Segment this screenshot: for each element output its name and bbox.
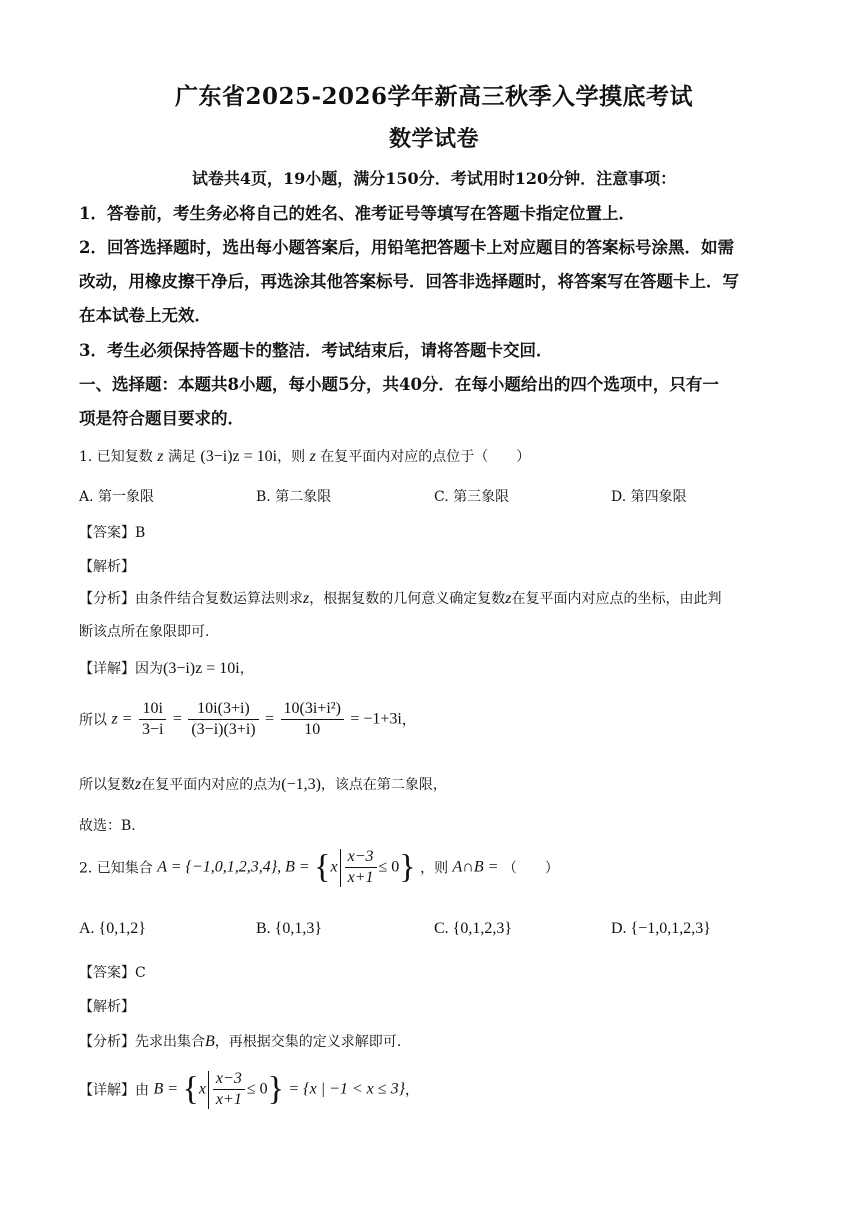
q1-computation: 所以 z = $\frac{10i}{3-i}$ = $\frac{10i(3+i)}{(3-i)(3+i)}$ = $\frac{\text{10(3i+i²)}}{10}$ = −1+3i， xyxy=(79,700,416,738)
q1-xiangjie: 【详解】因为(3−i)z = 10i， xyxy=(79,660,254,677)
q1-condition-formula: (3−i)z = 10i xyxy=(200,448,278,465)
q2-jiexi: 【解析】 xyxy=(79,999,135,1015)
section-heading-2: 项是符合题目要求的． xyxy=(79,409,244,428)
instruction-3: 3．考生必须保持答题卡的整洁．考试结束后，请将答题卡交回． xyxy=(79,341,553,360)
q1-option-b: B. 第二象限 xyxy=(256,489,332,505)
q1-option-a: A. 第一象限 xyxy=(79,489,155,505)
instruction-2c: 在本试卷上无效． xyxy=(79,306,211,325)
q1-fraction-3: $\frac{\text{10(3i+i²)}}{10}$ xyxy=(281,700,344,739)
instruction-2a: 2．回答选择题时，选出每小题答案后，用铅笔把答题卡上对应题目的答案标号涂黑．如需 xyxy=(79,238,734,257)
q1-stem: 1. 已知复数 z 满足 (3−i)z = 10i，则 z 在复平面内对应的点位于（ ） xyxy=(79,448,531,465)
q1-jiexi: 【解析】 xyxy=(79,559,135,575)
q1-option-c: C. 第三象限 xyxy=(434,489,510,505)
q2-set-fraction: $\frac{x-3}{x+1}$ xyxy=(345,848,377,887)
q1-fraction-1: $\frac{10i}{3-i}$ xyxy=(139,700,166,739)
exam-title: 广东省2025-2026学年新高三秋季入学摸底考试 xyxy=(174,83,694,110)
q1-point-line: 所以复数z在复平面内对应的点为(−1,3)，该点在第二象限， xyxy=(79,776,447,793)
instruction-1: 1．答卷前，考生务必将自己的姓名、准考证号等填写在答题卡指定位置上． xyxy=(79,204,635,223)
q2-xiangjie-fraction: $\frac{x-3}{x+1}$ xyxy=(213,1070,245,1109)
q2-option-b: B. {0,1,3} xyxy=(256,920,323,937)
q2-stem: 2. 已知集合 A = {−1,0,1,2,3,4}, B = {x $\frac{x-3}{x+1}$ ≤ 0} ，则 A∩B = （ ） xyxy=(79,848,559,886)
q1-fenxi-line2: 断该点所在象限即可. xyxy=(79,624,210,640)
q2-answer: 【答案】C xyxy=(79,965,146,981)
instructions-intro: 试卷共4页，19小题，满分150分．考试用时120分钟．注意事项： xyxy=(191,169,677,188)
q2-fenxi: 【分析】先求出集合B，再根据交集的定义求解即可. xyxy=(79,1033,402,1050)
section-heading-1: 一、选择题：本题共8小题，每小题5分，共40分．在每小题给出的四个选项中，只有一 xyxy=(79,375,719,394)
q1-xiangjie-formula: (3−i)z = 10i xyxy=(163,660,240,677)
q2-option-a: A. {0,1,2} xyxy=(79,920,146,937)
exam-subtitle: 数学试卷 xyxy=(388,126,479,152)
q1-choice: 故选：B. xyxy=(79,818,136,834)
instruction-2b: 改动，用橡皮擦干净后，再选涂其他答案标号．回答非选择题时，将答案写在答题卡上．写 xyxy=(79,272,739,291)
q1-fenxi-line1: 【分析】由条件结合复数运算法则求z，根据复数的几何意义确定复数z在复平面内对应点的坐标，由此判 xyxy=(79,590,722,607)
q2-xiangjie: 【详解】由 B = {x $\frac{x-3}{x+1}$ ≤ 0} = {x | −1 < x ≤ 3}， xyxy=(79,1070,419,1108)
q1-option-d: D. 第四象限 xyxy=(611,489,687,505)
q2-option-d: D. {−1,0,1,2,3} xyxy=(611,920,711,937)
q2-option-c: C. {0,1,2,3} xyxy=(434,920,513,937)
q1-answer: 【答案】B xyxy=(79,525,146,541)
q1-fraction-2: $\frac{10i(3+i)}{(3-i)(3+i)}$ xyxy=(188,700,258,739)
